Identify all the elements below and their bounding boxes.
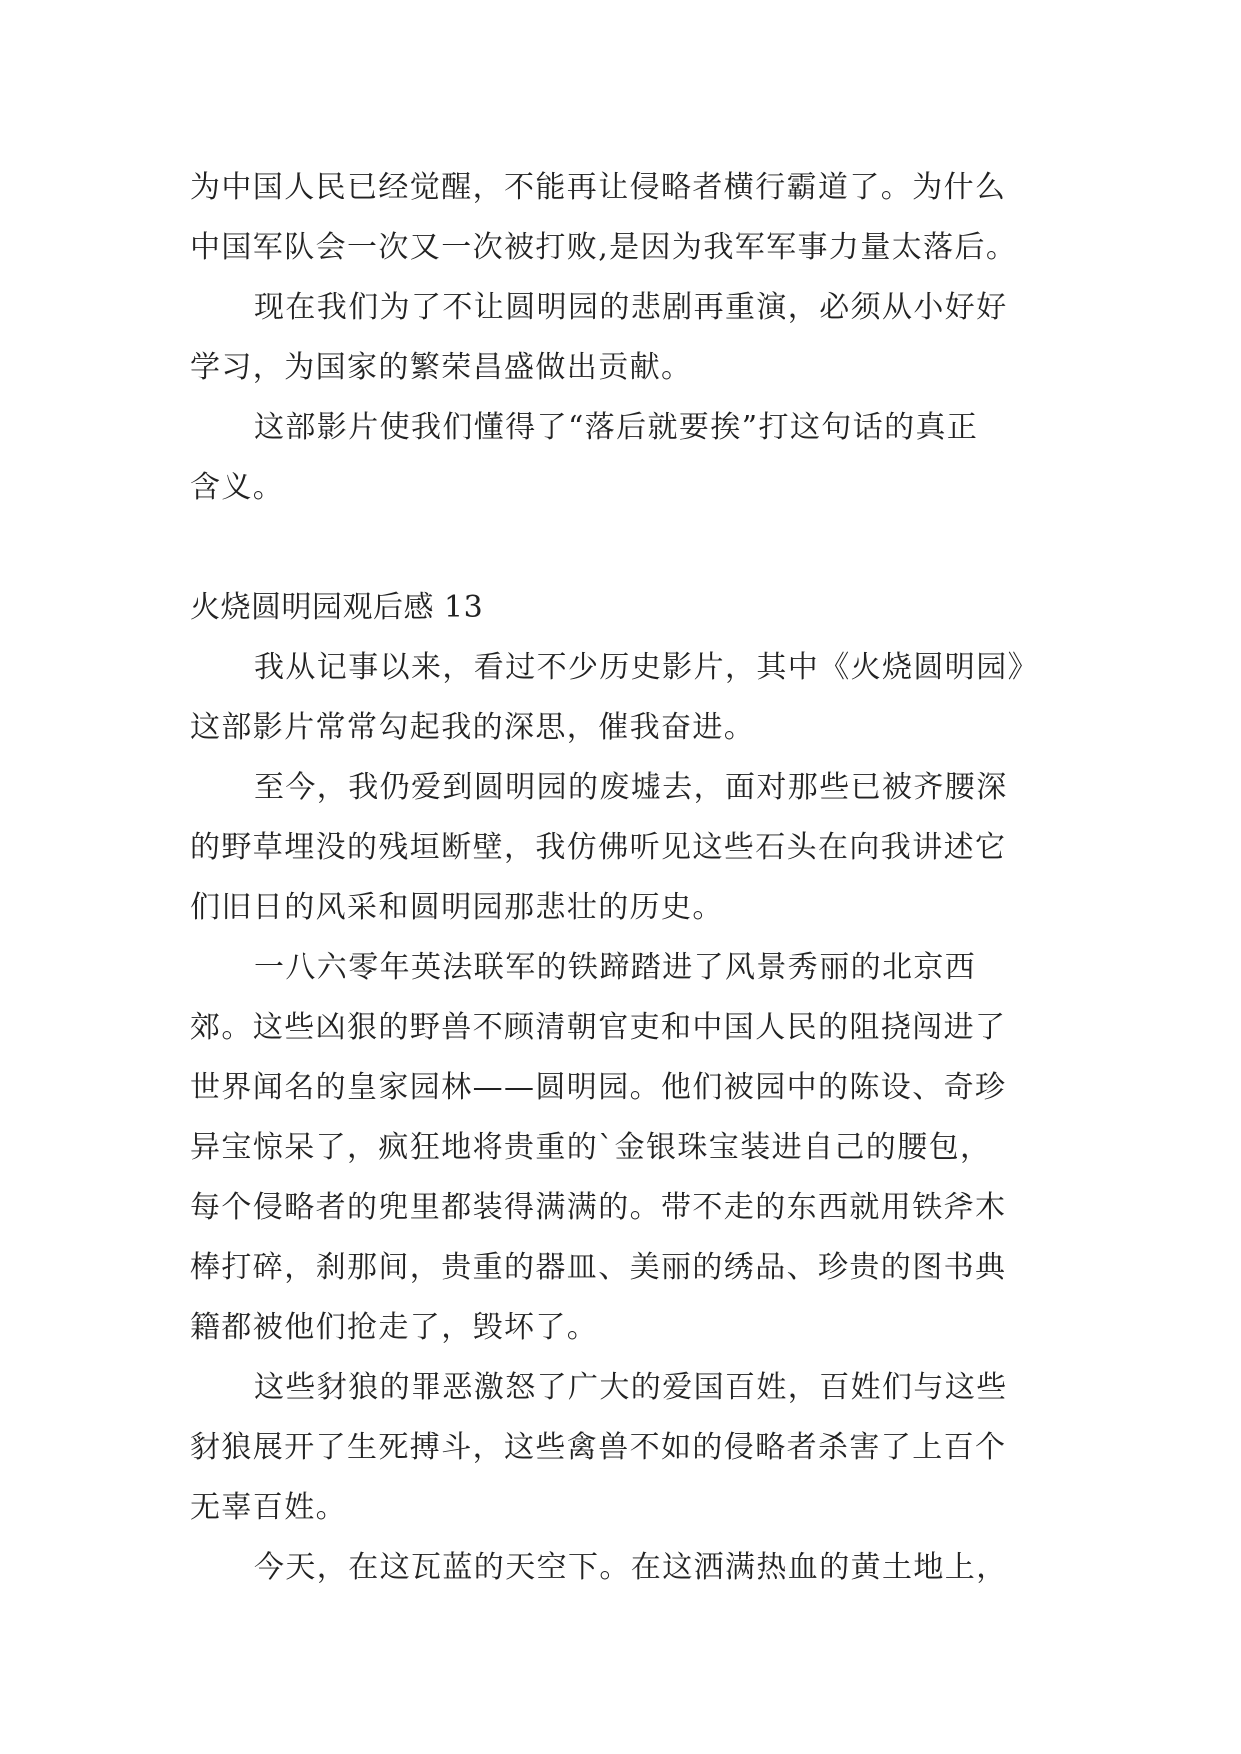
text-line: 学习，为国家的繁荣昌盛做出贡献。 xyxy=(190,350,693,385)
paragraph xyxy=(190,638,1090,758)
text-line: 们旧日的风采和圆明园那悲壮的历史。 xyxy=(190,890,724,925)
text-line: 至今，我仍爱到圆明园的废墟去，面对那些已被齐腰深 xyxy=(254,770,1008,805)
text-line: 这部影片常常勾起我的深思，催我奋进。 xyxy=(190,710,756,745)
paragraph xyxy=(190,1358,1090,1538)
section-gap xyxy=(190,518,1090,578)
text-line: 的野草埋没的残垣断壁，我仿佛听见这些石头在向我讲述它 xyxy=(190,830,1007,865)
paragraph xyxy=(190,398,1090,518)
text-line: 这部影片使我们懂得了“落后就要挨”打这句话的真正 xyxy=(254,410,979,445)
text-line: 异宝惊呆了，疯狂地将贵重的`金银珠宝装进自己的腰包， xyxy=(190,1130,992,1165)
paragraph xyxy=(190,278,1090,398)
text-line: 今天，在这瓦蓝的天空下。在这洒满热血的黄土地上， xyxy=(254,1550,1008,1585)
text-line: 为中国人民已经觉醒，不能再让侵略者横行霸道了。为什么 xyxy=(190,170,1007,205)
paragraph xyxy=(190,938,1090,1358)
text-line: 含义。 xyxy=(190,470,285,505)
paragraph-continued xyxy=(190,158,1090,278)
document-body xyxy=(190,158,1090,1598)
text-line: 无辜百姓。 xyxy=(190,1490,347,1525)
text-line: 世界闻名的皇家园林——圆明园。他们被园中的陈设、奇珍 xyxy=(190,1070,1007,1105)
text-line: 现在我们为了不让圆明园的悲剧再重演，必须从小好好 xyxy=(254,290,1008,325)
section-heading: 火烧圆明园观后感 13 xyxy=(190,590,484,625)
text-line: 这些豺狼的罪恶激怒了广大的爱国百姓，百姓们与这些 xyxy=(254,1370,1008,1405)
paragraph xyxy=(190,1538,1090,1598)
text-line: 一八六零年英法联军的铁蹄踏进了风景秀丽的北京西 xyxy=(254,950,977,985)
text-line: 豺狼展开了生死搏斗，这些禽兽不如的侵略者杀害了上百个 xyxy=(190,1430,1007,1465)
text-line: 中国军队会一次又一次被打败,是因为我军军事力量太落后。 xyxy=(190,230,1018,265)
text-line: 每个侵略者的兜里都装得满满的。带不走的东西就用铁斧木 xyxy=(190,1190,1007,1225)
text-line: 棒打碎，刹那间，贵重的器皿、美丽的绣品、珍贵的图书典 xyxy=(190,1250,1007,1285)
text-line: 郊。这些凶狠的野兽不顾清朝官吏和中国人民的阻挠闯进了 xyxy=(190,1010,1007,1045)
text-line: 籍都被他们抢走了，毁坏了。 xyxy=(190,1310,599,1345)
text-line: 我从记事以来，看过不少历史影片，其中《火烧圆明园》 xyxy=(254,650,1039,685)
paragraph xyxy=(190,758,1090,938)
